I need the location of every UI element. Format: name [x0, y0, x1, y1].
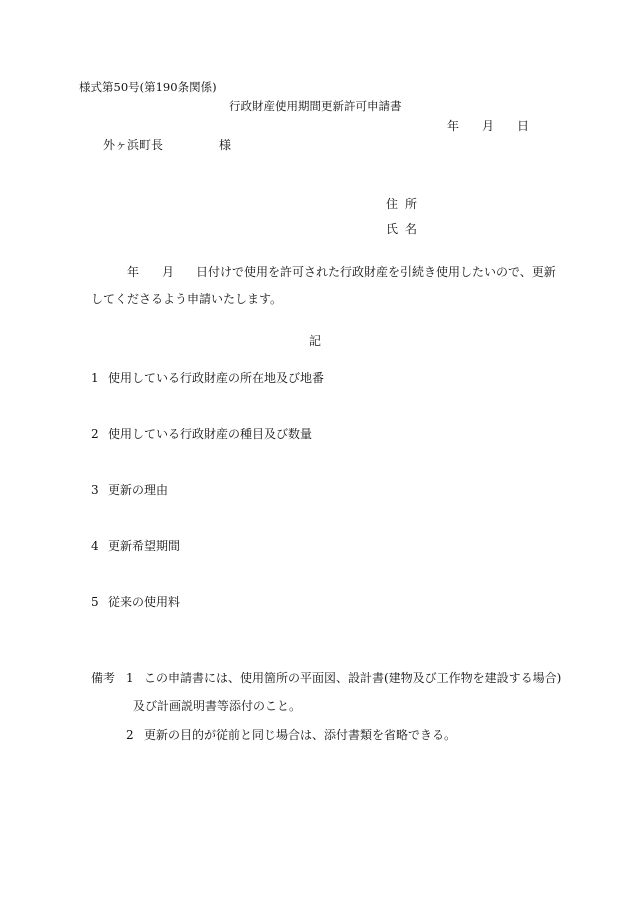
list-item — [91, 540, 180, 552]
item-number: 5 — [91, 595, 99, 609]
ki-heading: 記 — [309, 334, 322, 348]
note-text-continued: 及び計画説明書等添付のこと。 — [133, 699, 302, 713]
item-text: 使用している行政財産の種目及び数量 — [108, 427, 313, 441]
list-item — [91, 428, 312, 440]
item-number: 1 — [91, 371, 99, 385]
addressee-name: 外ヶ浜町長 — [103, 138, 164, 152]
name-label: 氏名 — [386, 222, 425, 236]
address-label: 住所 — [386, 197, 425, 211]
item-text: 使用している行政財産の所在地及び地番 — [108, 371, 325, 385]
note-number: 2 — [126, 728, 134, 742]
body-month-label: 月 — [162, 265, 175, 279]
note-text: この申請書には、使用箇所の平面図、設計書(建物及び工作物を建設する場合) — [144, 671, 562, 685]
addressee-honorific: 様 — [219, 138, 232, 152]
document-title: 行政財産使用期間更新許可申請書 — [229, 99, 402, 113]
note-text: 更新の目的が従前と同じ場合は、添付書類を省略できる。 — [144, 728, 457, 742]
date-year-label: 年 — [447, 119, 460, 133]
item-number: 4 — [91, 539, 99, 553]
notes-label: 備考 — [91, 671, 116, 685]
date-month-label: 月 — [482, 119, 495, 133]
note-number: 1 — [126, 671, 134, 685]
list-item — [91, 484, 168, 496]
body-text-line1: 日付けで使用を許可された行政財産を引続き使用したいので、更新 — [196, 265, 556, 279]
list-item — [91, 372, 324, 384]
form-number: 様式第50号(第190条関係) — [79, 80, 217, 94]
body-text-line2: してくださるよう申請いたします。 — [91, 292, 283, 306]
item-number: 3 — [91, 483, 99, 497]
item-text: 更新希望期間 — [108, 539, 181, 553]
item-text: 更新の理由 — [108, 483, 169, 497]
item-text: 従来の使用料 — [108, 595, 181, 609]
body-year-label: 年 — [127, 265, 140, 279]
list-item — [91, 596, 180, 608]
item-number: 2 — [91, 427, 99, 441]
date-day-label: 日 — [517, 119, 530, 133]
